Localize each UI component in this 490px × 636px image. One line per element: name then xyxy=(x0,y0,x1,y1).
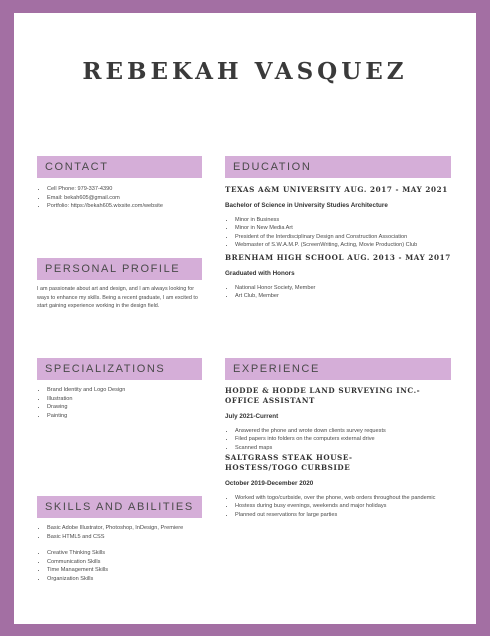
experience-duty: • Planned out reservations for large parties xyxy=(235,511,465,520)
contact-section xyxy=(37,185,207,211)
skill-item: • Basic HTML5 and CSS xyxy=(47,533,207,542)
specializations-header: SPECIALIZATIONS xyxy=(37,358,202,380)
skills-section xyxy=(37,524,207,584)
experience-employer-1: HODDE & HODDE LAND SURVEYING INC.- xyxy=(225,386,421,395)
skill-item: • Basic Adobe Illustrator, Photoshop, InDesign, Premiere xyxy=(47,524,207,533)
experience-dates-2: October 2019-December 2020 xyxy=(225,480,314,487)
specialization-item: • Painting xyxy=(47,412,207,421)
contact-header: CONTACT xyxy=(37,156,202,178)
education-detail: • Art Club, Member xyxy=(235,292,465,301)
experience-duty: • Worked with togo/curbside, over the phone, web orders throughout the pandemic xyxy=(235,494,465,503)
experience-duty: • Scanned maps xyxy=(235,444,465,453)
skill-item: • Creative Thinking Skills xyxy=(47,549,207,558)
experience-employer-2: SALTGRASS STEAK HOUSE- xyxy=(225,453,353,462)
education-degree-2: Graduated with Honors xyxy=(225,270,295,277)
experience-role-2: HOSTESS/TOGO CURBSIDE xyxy=(225,463,351,472)
profile-header: PERSONAL PROFILE xyxy=(37,258,202,280)
education-header: EDUCATION xyxy=(225,156,451,178)
specializations-section xyxy=(37,386,207,420)
education-detail: • President of the Interdisciplinary Design and Construction Association xyxy=(235,233,465,242)
education-school-1: TEXAS A&M UNIVERSITY AUG. 2017 - MAY 2021 xyxy=(225,185,448,194)
experience-section-2 xyxy=(225,453,465,519)
skills-header: SKILLS AND ABILITIES xyxy=(37,496,202,518)
skill-item: • Time Management Skills xyxy=(47,566,207,575)
experience-duty: • Answered the phone and wrote down clients survey requests xyxy=(235,427,465,436)
education-detail: • National Honor Society, Member xyxy=(235,284,465,293)
experience-duty: • Hostess during busy evenings, weekends and major holidays xyxy=(235,502,465,511)
experience-section xyxy=(225,386,465,452)
education-detail: • Webmaster of S.W.A.M.P. (ScreenWriting, Acting, Movie Production) Club xyxy=(235,241,465,250)
education-detail: • Minor in New Media Art xyxy=(235,224,465,233)
experience-header: EXPERIENCE xyxy=(225,358,451,380)
specialization-item: • Drawing xyxy=(47,403,207,412)
education-detail: • Minor in Business xyxy=(235,216,465,225)
resume-name: REBEKAH VASQUEZ xyxy=(82,58,408,85)
skill-item: • Organization Skills xyxy=(47,575,207,584)
contact-email: • Email: bekah605@gmail.com xyxy=(47,194,207,203)
profile-text: I am passionate about art and design, and I am always looking for ways to enhance my skills. Being a recent graduate, I am excited to start gaining experience working in the design field. xyxy=(37,286,198,310)
contact-phone: • Cell Phone: 979-337-4390 xyxy=(47,185,207,194)
specialization-item: • Brand Identity and Logo Design xyxy=(47,386,207,395)
experience-dates-1: July 2021-Current xyxy=(225,413,279,420)
experience-role-1: OFFICE ASSISTANT xyxy=(225,396,315,405)
skill-item: • Communication Skills xyxy=(47,558,207,567)
experience-duty: • Filed papers into folders on the computers external drive xyxy=(235,435,465,444)
education-section-2 xyxy=(225,253,465,301)
specialization-item: • Illustration xyxy=(47,395,207,404)
education-degree-1: Bachelor of Science in University Studies Architecture xyxy=(225,202,388,209)
contact-portfolio: • Portfolio: https://bekah605.wixsite.com/website xyxy=(47,202,207,211)
education-section xyxy=(225,185,465,250)
education-school-2: BRENHAM HIGH SCHOOL AUG. 2013 - MAY 2017 xyxy=(225,253,451,262)
